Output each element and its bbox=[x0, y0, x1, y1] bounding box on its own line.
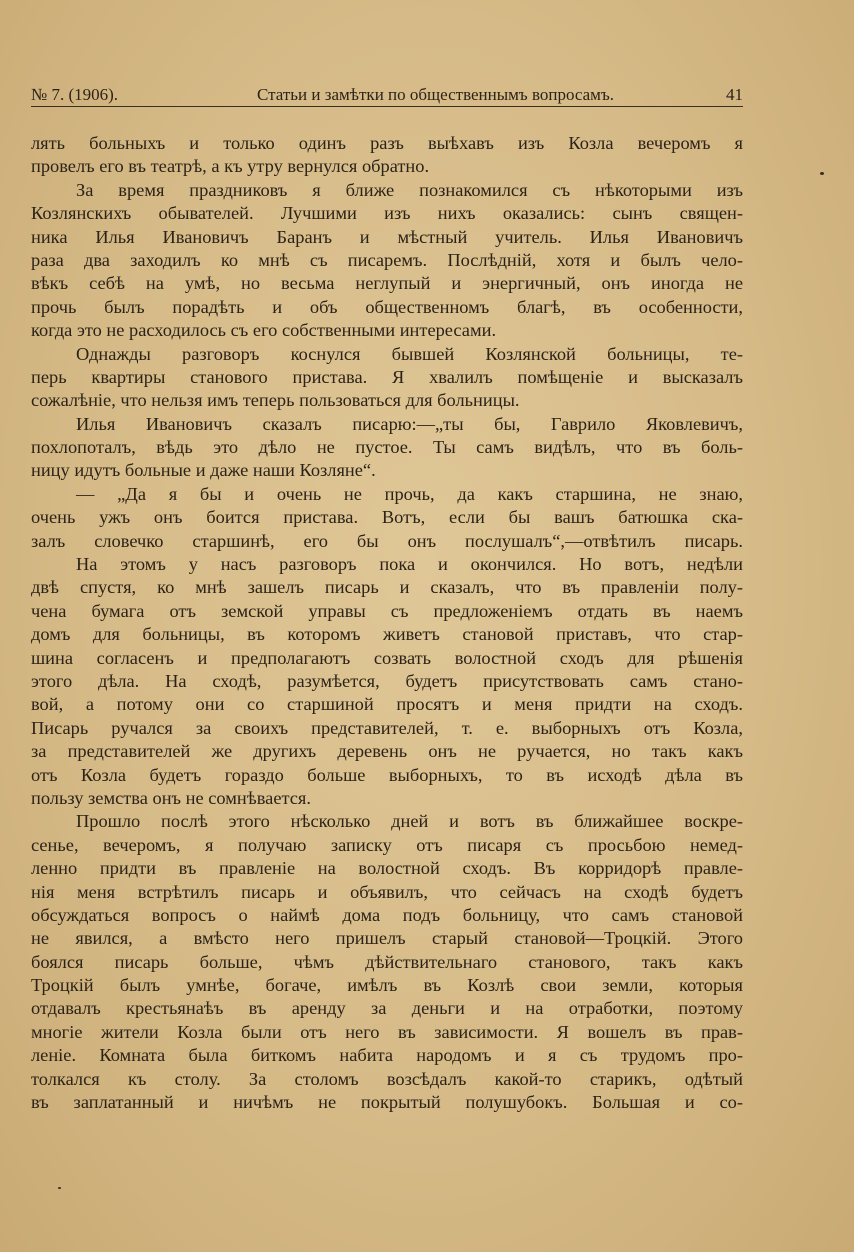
text-line: этого дѣла. На сходѣ, разумѣется, будетъ присутствовать самъ стано- bbox=[31, 670, 743, 691]
text-line: Козлянскихъ обывателей. Лучшими изъ нихъ оказались: сынъ священ- bbox=[31, 203, 743, 224]
text-line: похлопоталъ, вѣдь это дѣло не пустое. Ты самъ видѣлъ, что въ боль- bbox=[31, 437, 743, 458]
page-number: 41 bbox=[726, 85, 743, 104]
text-line: сенье, вечеромъ, я получаю записку отъ писаря съ просьбою немед- bbox=[31, 834, 743, 855]
text-line: сожалѣніе, что нельзя имъ теперь пользоваться для больницы. bbox=[31, 390, 520, 411]
text-line: Писарь ручался за своихъ представителей, т. е. выборныхъ отъ Козла, bbox=[31, 717, 743, 738]
text-line: вѣкъ себѣ на умѣ, но весьма неглупый и энергичный, онъ иногда не bbox=[31, 273, 743, 294]
text-line: провелъ его въ театрѣ, а къ утру вернулся обратно. bbox=[31, 156, 430, 177]
text-line: перь квартиры станового пристава. Я хвалилъ помѣщеніе и высказалъ bbox=[31, 366, 743, 387]
running-header bbox=[31, 84, 743, 110]
text-line: раза два заходилъ ко мнѣ съ писаремъ. Послѣдній, хотя и былъ чело- bbox=[31, 249, 743, 270]
paragraph-start: Однажды разговоръ коснулся бывшей Козлянской больницы, те- bbox=[76, 343, 743, 364]
text-line: пользу земства онъ не сомнѣвается. bbox=[31, 787, 311, 808]
issue-number: № 7. (1906). bbox=[31, 85, 119, 104]
text-line: ницу идутъ больные и даже наши Козляне“. bbox=[31, 460, 376, 481]
text-line: отъ Козла будетъ гораздо больше выборныхъ, то въ исходѣ дѣла въ bbox=[31, 764, 743, 785]
text-line: двѣ спустя, ко мнѣ зашелъ писарь и сказалъ, что въ правленіи полу- bbox=[31, 577, 743, 598]
text-line: толкался къ столу. За столомъ возсѣдалъ какой-то старикъ, одѣтый bbox=[31, 1068, 743, 1089]
paragraph-start: На этомъ у насъ разговоръ пока и окончился. Но вотъ, недѣли bbox=[76, 554, 743, 575]
text-line: Троцкій былъ умнѣе, богаче, имѣлъ въ Козлѣ свои земли, которыя bbox=[31, 975, 743, 996]
text-line: когда это не расходилось съ его собственными интересами. bbox=[31, 320, 497, 341]
text-line: ленно придти въ правленіе на волостной сходъ. Въ корридорѣ правле- bbox=[31, 858, 743, 879]
text-line: домъ для больницы, въ которомъ живетъ становой приставъ, что стар- bbox=[31, 624, 743, 645]
text-line: въ заплатанный и ничѣмъ не покрытый полушубокъ. Большая и со- bbox=[31, 1092, 743, 1113]
text-line: шина согласенъ и предполагаютъ созвать волостной сходъ для рѣшенія bbox=[31, 647, 743, 668]
section-title: Статьи и замѣтки по общественнымъ вопросамъ. bbox=[257, 85, 614, 104]
header-rule bbox=[31, 106, 743, 107]
paper-speck bbox=[58, 1187, 61, 1189]
text-line: прочь былъ порадѣть и объ общественномъ благѣ, въ особенности, bbox=[31, 296, 743, 317]
text-line: обсуждаться вопросъ о наймѣ дома подъ больницу, что самъ становой bbox=[31, 904, 743, 925]
paragraph-start: Прошло послѣ этого нѣсколько дней и вотъ въ ближайшее воскре- bbox=[76, 811, 743, 832]
paper-speck bbox=[820, 172, 824, 175]
text-line: многіе жители Козла были отъ него въ зависимости. Я вошелъ въ прав- bbox=[31, 1021, 743, 1042]
paragraph-start: — „Да я бы и очень не прочь, да какъ старшина, не знаю, bbox=[76, 483, 743, 504]
text-line: чена бумага отъ земской управы съ предложеніемъ отдать въ наемъ bbox=[31, 600, 743, 621]
text-line: вой, а потому они со старшиной просятъ и меня придти на сходъ. bbox=[31, 694, 743, 715]
text-line: не явился, а вмѣсто него пришелъ старый становой—Троцкій. Этого bbox=[31, 928, 743, 949]
text-line: отдавалъ крестьянаѣъ въ аренду за деньги и на отработки, поэтому bbox=[31, 998, 743, 1019]
article-body bbox=[31, 132, 743, 1114]
text-line: нія меня встрѣтилъ писарь и объявилъ, что сейчасъ на сходѣ будетъ bbox=[31, 881, 743, 902]
text-line: ника Илья Ивановичъ Баранъ и мѣстный учитель. Илья Ивановичъ bbox=[31, 226, 743, 247]
text-line: очень ужъ онъ боится пристава. Вотъ, если бы вашъ батюшка ска- bbox=[31, 507, 743, 528]
text-line: за представителей же другихъ деревень онъ не ручается, но такъ какъ bbox=[31, 741, 743, 762]
text-line: боялся писарь больше, чѣмъ дѣйствительнаго станового, такъ какъ bbox=[31, 951, 743, 972]
text-line: леніе. Комната была биткомъ набита народомъ и я съ трудомъ про- bbox=[31, 1045, 743, 1066]
text-line: залъ словечко старшинѣ, его бы онъ послушалъ“,—отвѣтилъ писарь. bbox=[31, 530, 743, 551]
paragraph-start: За время праздниковъ я ближе познакомился съ нѣкоторыми изъ bbox=[76, 179, 743, 200]
text-line: лять больныхъ и только одинъ разъ выѣхавъ изъ Козла вечеромъ я bbox=[31, 133, 743, 153]
paragraph-start: Илья Ивановичъ сказалъ писарю:—„ты бы, Гаврило Яковлевичъ, bbox=[76, 413, 743, 434]
